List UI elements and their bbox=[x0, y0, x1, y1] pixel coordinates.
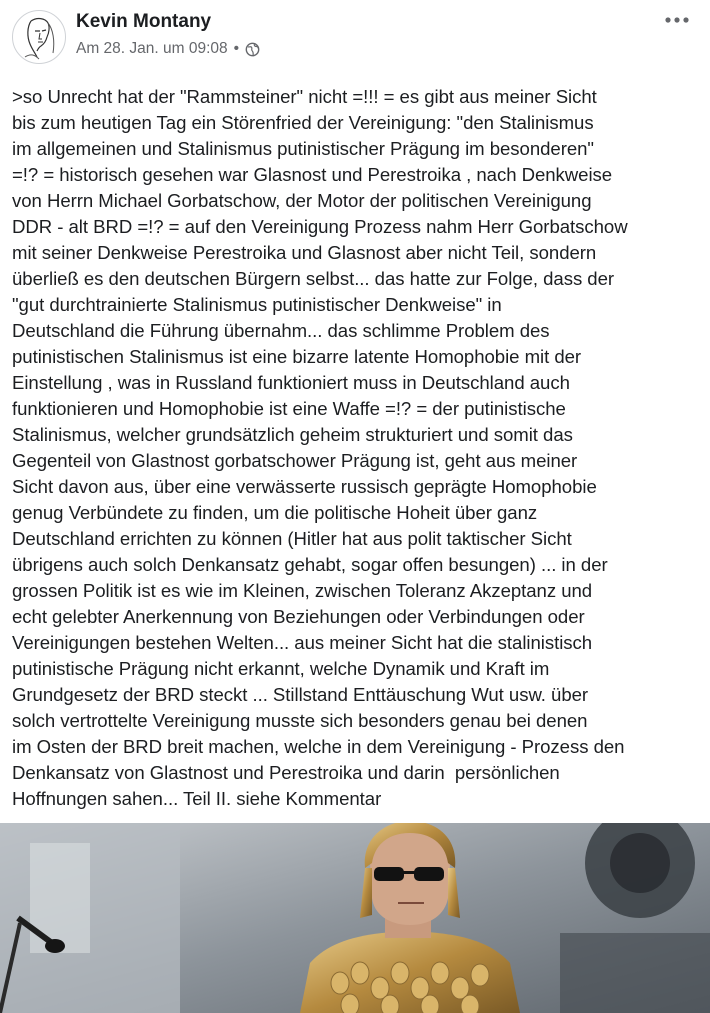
post-body-line: bis zum heutigen Tag ein Störenfried der Vereinigung: "den Stalinismus bbox=[12, 112, 594, 133]
post-timestamp[interactable]: Am 28. Jan. um 09:08 bbox=[76, 40, 228, 57]
post-body-line: Gegenteil von Glastnost gorbatschower Prägung ist, geht aus meiner bbox=[12, 450, 578, 471]
post-body-line: solch vertrottelte Vereinigung musste sich besonders genau bei denen bbox=[12, 710, 588, 731]
post-body-line: Hoffnungen sahen... Teil II. siehe Kommentar bbox=[12, 788, 382, 809]
author-name[interactable]: Kevin Montany bbox=[76, 11, 212, 32]
post-body-line: Sicht davon aus, über eine verwässerte russisch geprägte Homophobie bbox=[12, 476, 597, 497]
avatar-sketch-icon bbox=[13, 11, 65, 63]
post-body-line: Vereinigungen bestehen Welten... aus meiner Sicht hat die stalinistisch bbox=[12, 632, 593, 653]
more-options-icon bbox=[664, 16, 690, 24]
post-body-line: grossen Politik ist es wie im Kleinen, zwischen Toleranz Akzeptanz und bbox=[12, 580, 593, 601]
post-body-line: genug Verbündete zu finden, um die politische Hoheit über ganz bbox=[12, 502, 538, 523]
post-body-line: im allgemeinen und Stalinismus putinistischer Prägung im besonderen" bbox=[12, 138, 594, 159]
post-meta bbox=[76, 39, 260, 59]
post-body-line: "gut durchtrainierte Stalinismus putinistischer Denkweise" in bbox=[12, 294, 502, 315]
post-body-line: Denkansatz von Glastnost und Perestroika und darin persönlichen bbox=[12, 762, 560, 783]
post-body-line: im Osten der BRD breit machen, welche in dem Vereinigung - Prozess den bbox=[12, 736, 625, 757]
post-body-line: >so Unrecht hat der "Rammsteiner" nicht =!!! = es gibt aus meiner Sicht bbox=[12, 86, 597, 107]
post-header bbox=[0, 0, 710, 70]
post-body-line: funktionieren und Homophobie ist eine Waffe =!? = der putinistische bbox=[12, 398, 566, 419]
post-body-line: Einstellung , was in Russland funktioniert muss in Deutschland auch bbox=[12, 372, 570, 393]
post-body-line: von Herrn Michael Gorbatschow, der Motor der politischen Vereinigung bbox=[12, 190, 592, 211]
post-body-line: überließ es den deutschen Bürgern selbst... das hatte zur Folge, dass der bbox=[12, 268, 615, 289]
post-body-line: mit seiner Denkweise Perestroika und Glasnost aber nicht Teil, sondern bbox=[12, 242, 597, 263]
post-body-line: putinistische Prägung nicht erkannt, welche Dynamik und Kraft im bbox=[12, 658, 550, 679]
globe-icon[interactable] bbox=[245, 42, 260, 57]
post-photo[interactable] bbox=[0, 823, 710, 1013]
author-avatar[interactable] bbox=[12, 10, 66, 64]
post-body-line: Stalinismus, welcher grundsätzlich geheim strukturiert und somit das bbox=[12, 424, 573, 445]
post-body-line: putinistischen Stalinismus ist eine bizarre latente Homophobie mit der bbox=[12, 346, 582, 367]
post-body-text bbox=[12, 84, 704, 812]
post-body-line: Grundgesetz der BRD steckt ... Stillstand Enttäuschung Wut usw. über bbox=[12, 684, 589, 705]
post-body-line: DDR - alt BRD =!? = auf den Vereinigung Prozess nahm Herr Gorbatschow bbox=[12, 216, 628, 237]
performer-photo bbox=[0, 823, 710, 1013]
post-body-line: echt gelebter Anerkennung von Beziehungen oder Verbindungen oder bbox=[12, 606, 585, 627]
post-body-line: Deutschland die Führung übernahm... das schlimme Problem des bbox=[12, 320, 550, 341]
more-options-button[interactable] bbox=[662, 8, 692, 32]
post-body-line: Deutschland errichten zu können (Hitler hat aus polit taktischer Sicht bbox=[12, 528, 572, 549]
post-body-line: übrigens auch solch Denkansatz gehabt, sogar offen besungen) ... in der bbox=[12, 554, 608, 575]
meta-separator: • bbox=[233, 40, 240, 57]
post-body-line: =!? = historisch gesehen war Glasnost und Perestroika , nach Denkweise bbox=[12, 164, 613, 185]
